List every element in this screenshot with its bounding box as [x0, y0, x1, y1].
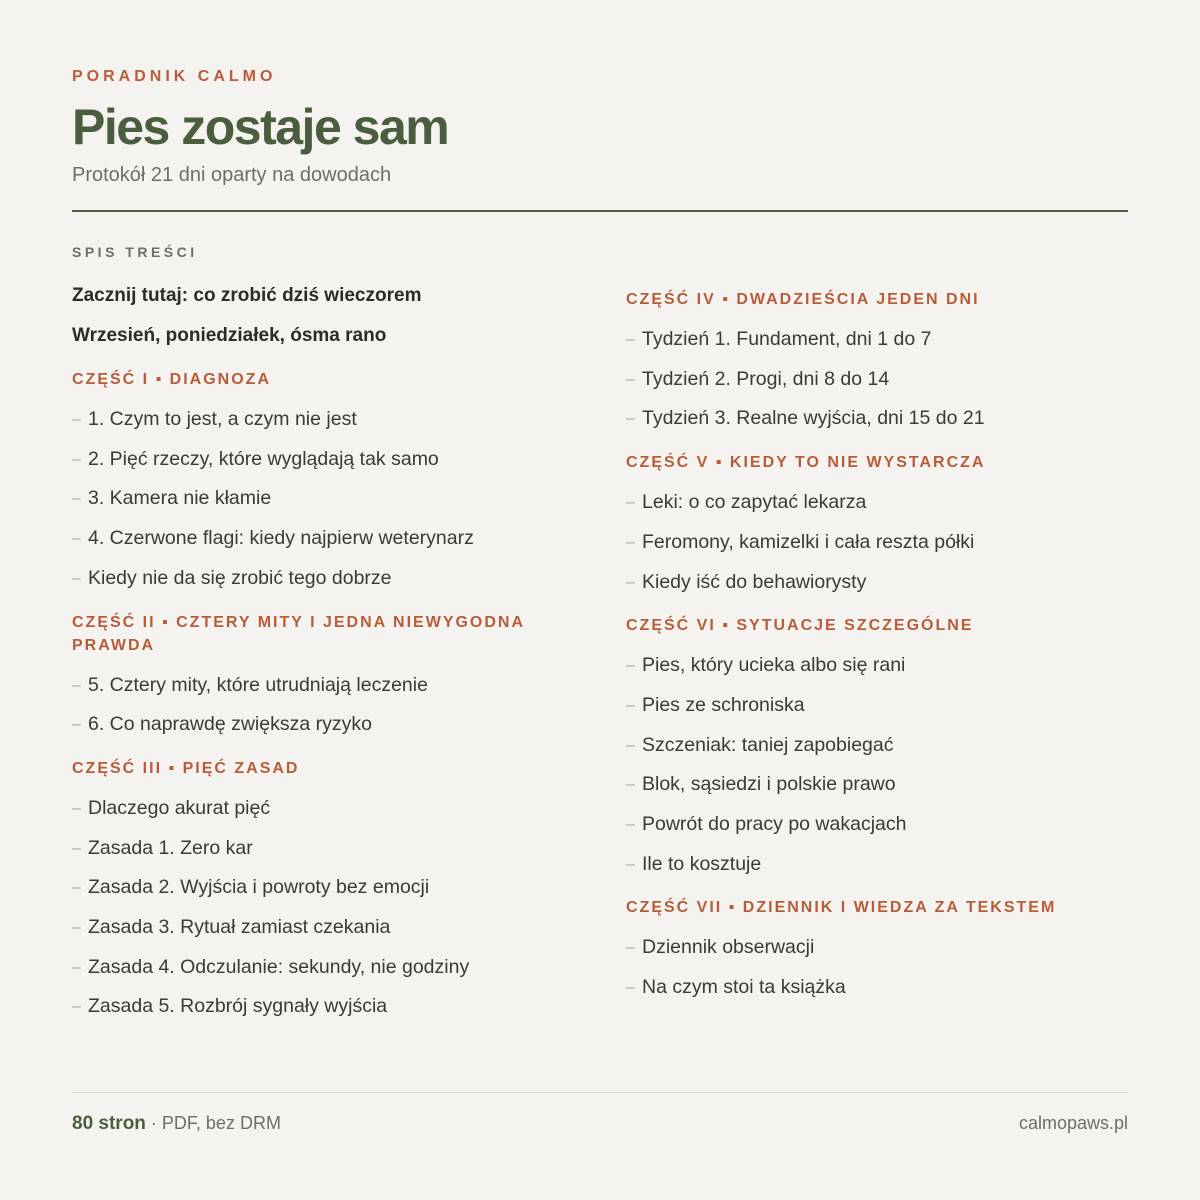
header-divider — [72, 210, 1128, 212]
toc-lead-item[interactable]: Zacznij tutaj: co zrobić dziś wieczorem — [72, 285, 422, 306]
dash-icon: – — [626, 657, 635, 675]
toc-item[interactable] — [72, 479, 552, 519]
toc-item[interactable] — [626, 686, 1106, 726]
toc-item[interactable] — [72, 829, 552, 869]
toc-item[interactable] — [626, 523, 1106, 563]
toc-item[interactable] — [72, 987, 552, 1027]
part-heading: CZĘŚĆ V ▪ KIEDY TO NIE WYSTARCZA — [626, 454, 986, 472]
dash-icon: – — [72, 676, 81, 694]
toc-item-label: Ile to kosztuje — [642, 852, 762, 875]
part-heading: CZĘŚĆ II ▪ CZTERY MITY I JEDNA NIEWYGODNA PRAWDA — [72, 613, 525, 654]
dash-icon: – — [626, 370, 635, 388]
toc-item-label: 3. Kamera nie kłamie — [88, 487, 272, 510]
toc-lead-item[interactable]: Wrzesień, poniedziałek, ósma rano — [72, 325, 387, 346]
toc-item-label: 2. Pięć rzeczy, które wyglądają tak samo — [88, 447, 439, 470]
toc-item[interactable] — [626, 765, 1106, 805]
toc-item[interactable] — [626, 928, 1106, 968]
page-count: 80 stron — [72, 1113, 146, 1134]
toc-item[interactable] — [72, 789, 552, 829]
toc-item-label: Zasada 4. Odczulanie: sekundy, nie godziny — [88, 955, 470, 978]
toc-item[interactable] — [72, 705, 552, 745]
toc-item-label: Kiedy iść do behawiorysty — [642, 570, 867, 593]
dash-icon: – — [626, 331, 635, 348]
toc-item[interactable] — [626, 399, 1106, 439]
toc-item-label: Zasada 2. Wyjścia i powroty bez emocji — [88, 876, 430, 899]
toc-item-label: Pies ze schroniska — [642, 693, 805, 716]
toc-item-label: 5. Cztery mity, które utrudniają leczenie — [88, 673, 428, 696]
dash-icon: – — [72, 716, 81, 734]
toc-item[interactable] — [72, 400, 552, 440]
toc-item[interactable] — [626, 360, 1106, 400]
toc-item[interactable] — [626, 320, 1106, 360]
toc-item-label: Tydzień 1. Fundament, dni 1 do 7 — [642, 328, 932, 350]
toc-item-label: Kiedy nie da się zrobić tego dobrze — [88, 566, 392, 589]
toc-item-label: Leki: o co zapytać lekarza — [642, 491, 867, 514]
dash-icon: – — [626, 736, 635, 754]
page-title: Pies zostaje sam — [72, 99, 449, 155]
dash-icon: – — [72, 530, 81, 548]
footer-divider — [72, 1092, 1128, 1093]
dash-icon: – — [72, 879, 81, 897]
toc-item-label: 6. Co naprawdę zwiększa ryzyko — [88, 713, 372, 736]
dash-icon: – — [626, 776, 635, 794]
dash-icon: – — [626, 816, 635, 834]
toc-item[interactable] — [626, 563, 1106, 603]
footer-info — [72, 1113, 281, 1135]
toc-item-label: Dziennik obserwacji — [642, 936, 815, 959]
format-info: · PDF, bez DRM — [145, 1113, 281, 1133]
dash-icon: – — [626, 855, 635, 873]
toc-item-label: Powrót do pracy po wakacjach — [642, 813, 907, 836]
dash-icon: – — [626, 494, 635, 512]
toc-item-label: Na czym stoi ta książka — [642, 976, 846, 999]
dash-icon: – — [72, 490, 81, 508]
toc-item[interactable] — [72, 559, 552, 599]
dash-icon: – — [626, 939, 635, 957]
toc-item-label: Tydzień 2. Progi, dni 8 do 14 — [642, 367, 890, 390]
dash-icon: – — [626, 410, 635, 428]
toc-item-label: Feromony, kamizelki i cała reszta półki — [642, 530, 975, 553]
part-heading: CZĘŚĆ III ▪ PIĘĆ ZASAD — [72, 759, 300, 777]
toc-item-label: Tydzień 3. Realne wyjścia, dni 15 do 21 — [642, 407, 985, 430]
toc-item[interactable] — [72, 948, 552, 988]
part-heading: CZĘŚĆ VII ▪ DZIENNIK I WIEDZA ZA TEKSTEM — [626, 899, 1057, 917]
toc-item[interactable] — [72, 908, 552, 948]
toc-item-label: Szczeniak: taniej zapobiegać — [642, 733, 894, 756]
toc-item-label: Pies, który ucieka albo się rani — [642, 654, 906, 677]
toc-item-label: Zasada 3. Rytuał zamiast czekania — [88, 916, 391, 939]
dash-icon: – — [626, 533, 635, 551]
toc-item[interactable] — [72, 666, 552, 706]
dash-icon: – — [626, 979, 635, 997]
toc-item[interactable] — [72, 519, 552, 559]
dash-icon: – — [72, 998, 81, 1016]
toc-column-left — [72, 276, 552, 1027]
dash-icon: – — [72, 411, 81, 428]
dash-icon: – — [626, 573, 635, 591]
toc-item-label: Blok, sąsiedzi i polskie prawo — [642, 773, 896, 796]
toc-item[interactable] — [626, 646, 1106, 686]
toc-item[interactable] — [626, 845, 1106, 885]
site-link[interactable]: calmopaws.pl — [1018, 1113, 1128, 1133]
dash-icon: – — [626, 696, 635, 714]
toc-item[interactable] — [72, 440, 552, 480]
series-label: PORADNIK CALMO — [72, 68, 277, 85]
dash-icon: – — [72, 839, 81, 857]
part-heading: CZĘŚĆ VI ▪ SYTUACJE SZCZEGÓLNE — [626, 617, 974, 635]
dash-icon: – — [72, 958, 81, 976]
toc-label: SPIS TREŚCI — [72, 244, 198, 260]
toc-item-label: 4. Czerwone flagi: kiedy najpierw weterynarz — [88, 527, 474, 550]
dash-icon: – — [72, 799, 81, 817]
part-heading: CZĘŚĆ I ▪ DIAGNOZA — [72, 371, 272, 388]
toc-item-label: Dlaczego akurat pięć — [88, 796, 271, 819]
dash-icon: – — [72, 569, 81, 587]
dash-icon: – — [72, 919, 81, 937]
dash-icon: – — [72, 450, 81, 468]
toc-item[interactable] — [626, 968, 1106, 1008]
toc-item[interactable] — [626, 805, 1106, 845]
toc-item[interactable] — [72, 868, 552, 908]
toc-item[interactable] — [626, 483, 1106, 523]
part-heading: CZĘŚĆ IV ▪ DWADZIEŚCIA JEDEN DNI — [626, 291, 980, 308]
page — [72, 0, 1128, 1200]
toc-item-label: Zasada 1. Zero kar — [88, 836, 253, 859]
toc-column-right — [626, 276, 1106, 1008]
toc-item-label: Zasada 5. Rozbrój sygnały wyjścia — [88, 995, 388, 1018]
page-subtitle: Protokół 21 dni oparty na dowodach — [72, 164, 392, 186]
toc-item[interactable] — [626, 726, 1106, 766]
toc-item-label: 1. Czym to jest, a czym nie jest — [88, 408, 357, 430]
